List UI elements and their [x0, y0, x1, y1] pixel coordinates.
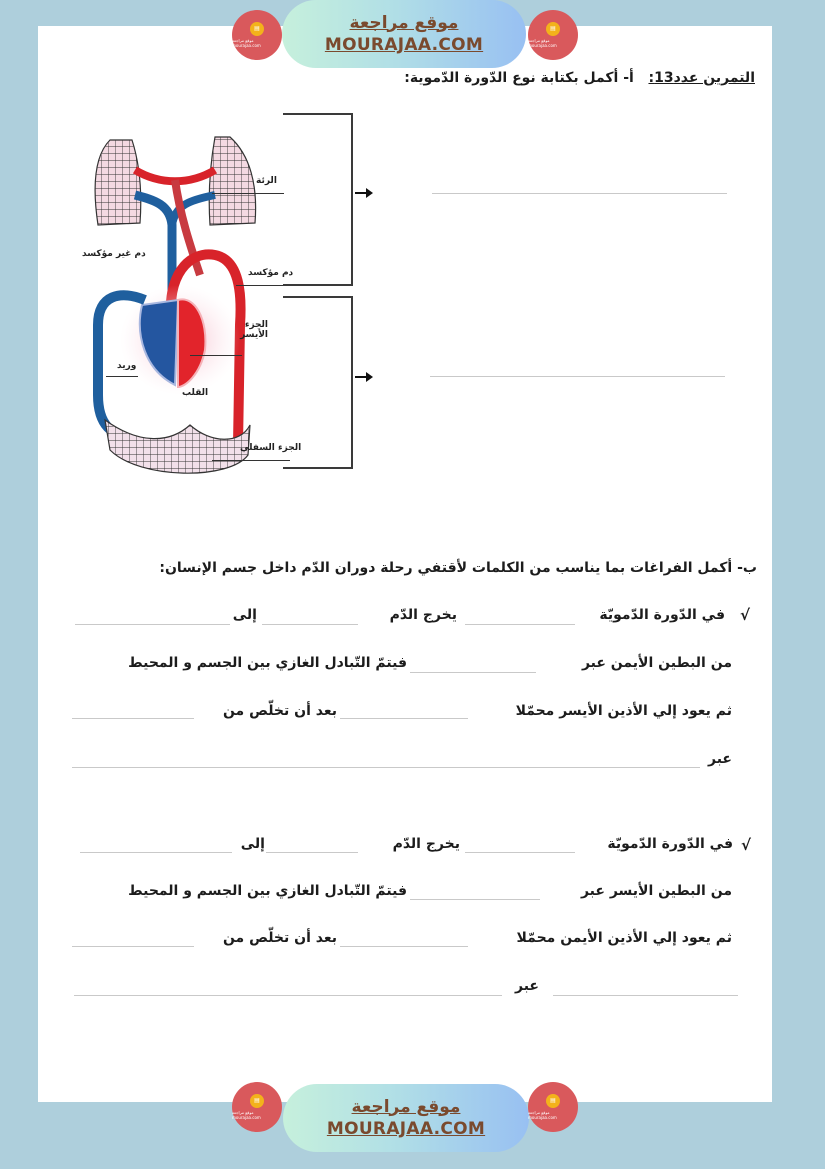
p1-l3-b: بعد أن تخلّص من — [222, 703, 337, 719]
book-logo-icon: ▤ — [546, 22, 560, 36]
badge-caption: موقع مراجعة mourajaa.com — [232, 38, 261, 48]
p2-l2-a: من البطين الأيسر عبر — [580, 883, 732, 899]
p1-blank-via[interactable] — [410, 672, 536, 673]
label-line — [212, 460, 290, 461]
badge-caption: موقع مراجعة mourajaa.com — [528, 1110, 557, 1120]
p2-l1-a: في الدّورة الدّمويّة — [607, 836, 733, 852]
check-mark-icon: √ — [740, 606, 751, 624]
p1-blank-released[interactable] — [72, 718, 194, 719]
site-badge-right-bottom[interactable] — [528, 1082, 578, 1132]
answer-blank-circulation-1[interactable] — [432, 193, 727, 194]
label-lower-part: الجزء السفلي — [240, 443, 302, 453]
p2-blank-circulation-type[interactable] — [465, 852, 575, 853]
p1-blank-from[interactable] — [262, 624, 358, 625]
p1-l1-b: يخرج الدّم — [389, 607, 457, 623]
p1-l1-c: إلى — [232, 607, 257, 623]
site-badge-right-top[interactable] — [528, 10, 578, 60]
p1-l2-a: من البطين الأيمن عبر — [581, 655, 732, 671]
p2-l2-b: فيتمّ التّبادل الغازي بين الجسم و المحيط — [128, 883, 407, 899]
banner-arabic: موقع مراجعة — [349, 12, 459, 33]
p1-l2-b: فيتمّ التّبادل الغازي بين الجسم و المحيط — [128, 655, 407, 671]
p2-blank-via[interactable] — [410, 899, 540, 900]
banner-latin: MOURAJAA.COM — [326, 1118, 486, 1139]
site-banner-top[interactable] — [282, 0, 526, 68]
p1-blank-to[interactable] — [75, 624, 230, 625]
bracket-systemic — [283, 296, 353, 469]
arrow-right-icon — [355, 376, 369, 378]
p1-blank-carrying[interactable] — [340, 718, 468, 719]
label-line — [106, 376, 138, 377]
label-heart: القلب — [182, 388, 209, 398]
p1-blank-circulation-type[interactable] — [465, 624, 575, 625]
p2-blank-organ-right[interactable] — [553, 995, 738, 996]
banner-arabic: موقع مراجعة — [351, 1096, 461, 1117]
badge-caption: موقع مراجعة mourajaa.com — [232, 1110, 261, 1120]
part-a-instruction: أ- أكمل بكتابة نوع الدّورة الدّموية: — [404, 70, 634, 86]
p2-l4-a: عبر — [515, 978, 539, 994]
label-lungs: الرئة — [256, 176, 277, 186]
p2-blank-released[interactable] — [72, 946, 194, 947]
p2-l1-b: يخرج الدّم — [392, 836, 460, 852]
label-line — [190, 355, 242, 356]
exercise-title — [404, 70, 755, 86]
answer-blank-circulation-2[interactable] — [430, 376, 725, 377]
bracket-pulmonary — [283, 113, 353, 286]
part-b-instruction: ب- أكمل الفراغات بما يناسب من الكلمات لأقتفي رحلة دوران الدّم داخل جسم الإنسان: — [159, 560, 757, 576]
p2-blank-organ-left[interactable] — [74, 995, 502, 996]
site-badge-left-top[interactable] — [232, 10, 282, 60]
label-vein: وريد — [117, 361, 137, 371]
label-deoxygenated-blood: دم غير مؤكسد — [82, 249, 146, 259]
exercise-number: التمرين عدد13: — [648, 70, 755, 86]
p1-l3-a: ثم يعود إلي الأذين الأيسر محمّلا — [515, 703, 732, 719]
label-oxygenated-blood: دم مؤكسد — [248, 268, 294, 278]
p2-blank-from[interactable] — [266, 852, 358, 853]
label-line — [212, 193, 284, 194]
p1-l4-a: عبر — [708, 751, 732, 767]
book-logo-icon: ▤ — [250, 22, 264, 36]
p2-blank-carrying[interactable] — [340, 946, 468, 947]
p2-l1-c: إلى — [240, 836, 265, 852]
check-mark-icon: √ — [741, 836, 752, 854]
banner-latin: MOURAJAA.COM — [324, 34, 484, 55]
p2-blank-to[interactable] — [80, 852, 232, 853]
site-badge-left-bottom[interactable] — [232, 1082, 282, 1132]
p1-l1-a: في الدّورة الدّمويّة — [599, 607, 725, 623]
book-logo-icon: ▤ — [250, 1094, 264, 1108]
arrow-right-icon — [355, 192, 369, 194]
badge-caption: موقع مراجعة mourajaa.com — [528, 38, 557, 48]
p2-l3-a: ثم يعود إلي الأذين الأيمن محمّلا — [516, 930, 732, 946]
p1-blank-organ[interactable] — [72, 767, 700, 768]
site-banner-bottom[interactable] — [283, 1084, 529, 1152]
label-left-part: الجزء الأيسر — [240, 320, 268, 340]
p2-l3-b: بعد أن تخلّص من — [222, 930, 337, 946]
book-logo-icon: ▤ — [546, 1094, 560, 1108]
